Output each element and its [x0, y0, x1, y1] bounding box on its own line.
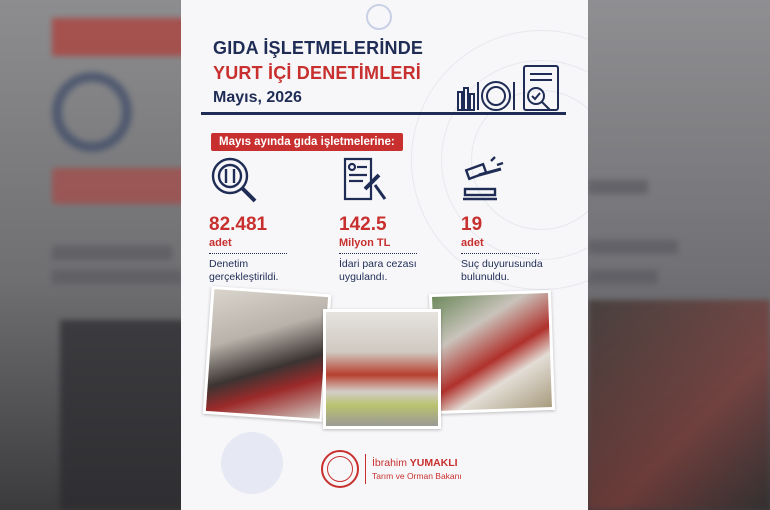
- blurred-text: [52, 270, 181, 284]
- inspection-photo: [323, 309, 441, 429]
- dotted-divider: [461, 253, 539, 254]
- minister-last-name: YUMAKLI: [409, 457, 458, 469]
- background-left-blur: [0, 0, 181, 510]
- stat-value: 142.5: [339, 214, 387, 235]
- blurred-number: [52, 168, 181, 204]
- stat-value: 82.481: [209, 214, 268, 235]
- stat-description: [461, 258, 571, 284]
- stat-desc-line: uygulandı.: [339, 271, 388, 283]
- title-line-2: YURT İÇİ DENETİMLERİ: [213, 63, 422, 83]
- stat-desc-line: bulunuldu.: [461, 271, 510, 283]
- minister-role: Tarım ve Orman Bakanı: [372, 471, 462, 481]
- subheading-badge: Mayıs ayında gıda işletmelerine:: [211, 133, 403, 151]
- blurred-text: [588, 180, 648, 194]
- stat-fines: [339, 155, 449, 284]
- stat-value: 19: [461, 214, 483, 235]
- stat-description: [339, 258, 449, 284]
- stat-unit: adet: [461, 237, 484, 249]
- dotted-divider: [339, 253, 417, 254]
- stat-complaints: [461, 155, 571, 284]
- blurred-banner: [52, 18, 181, 56]
- blurred-photo: [588, 300, 770, 510]
- food-inspection-icon: [456, 62, 566, 114]
- ministry-emblem-icon: [321, 450, 359, 488]
- blurred-text: [52, 246, 172, 260]
- stat-desc-line: gerçekleştirildi.: [209, 271, 279, 283]
- title-date: Mayıs, 2026: [213, 89, 302, 106]
- infographic-card: [181, 0, 588, 510]
- stat-unit: adet: [209, 237, 232, 249]
- gavel-icon: [461, 155, 511, 205]
- minister-signature: [321, 450, 462, 488]
- document-gavel-icon: [339, 155, 389, 205]
- stat-desc-line: Denetim: [209, 258, 249, 270]
- minister-first-name: İbrahim: [372, 457, 408, 469]
- inspection-photo: [203, 286, 332, 422]
- background-right-blur: [588, 0, 770, 510]
- blurred-text: [588, 240, 678, 254]
- decor-circle: [366, 4, 392, 30]
- photo-image: [206, 289, 328, 419]
- blurred-photo: [60, 320, 181, 510]
- blurred-text: [588, 270, 658, 284]
- title-divider: [201, 112, 566, 115]
- inspection-photo: [429, 290, 555, 414]
- minister-name: [372, 457, 462, 469]
- stat-desc-line: Suç duyurusunda: [461, 258, 543, 270]
- title-line-1: GIDA İŞLETMELERİNDE: [213, 38, 424, 58]
- photo-image: [326, 312, 438, 426]
- blurred-icon: [52, 72, 132, 152]
- stat-desc-line: İdari para cezası: [339, 258, 417, 270]
- decor-blob: [221, 432, 283, 494]
- plate-magnifier-icon: [209, 155, 259, 205]
- emblem-inner: [327, 456, 353, 482]
- footer-divider: [365, 454, 366, 484]
- minister-block: [372, 457, 462, 481]
- photo-image: [432, 293, 552, 411]
- stat-inspections: [209, 155, 319, 284]
- title-block: [213, 38, 423, 107]
- stat-description: [209, 258, 319, 284]
- dotted-divider: [209, 253, 287, 254]
- stat-unit: Milyon TL: [339, 237, 391, 249]
